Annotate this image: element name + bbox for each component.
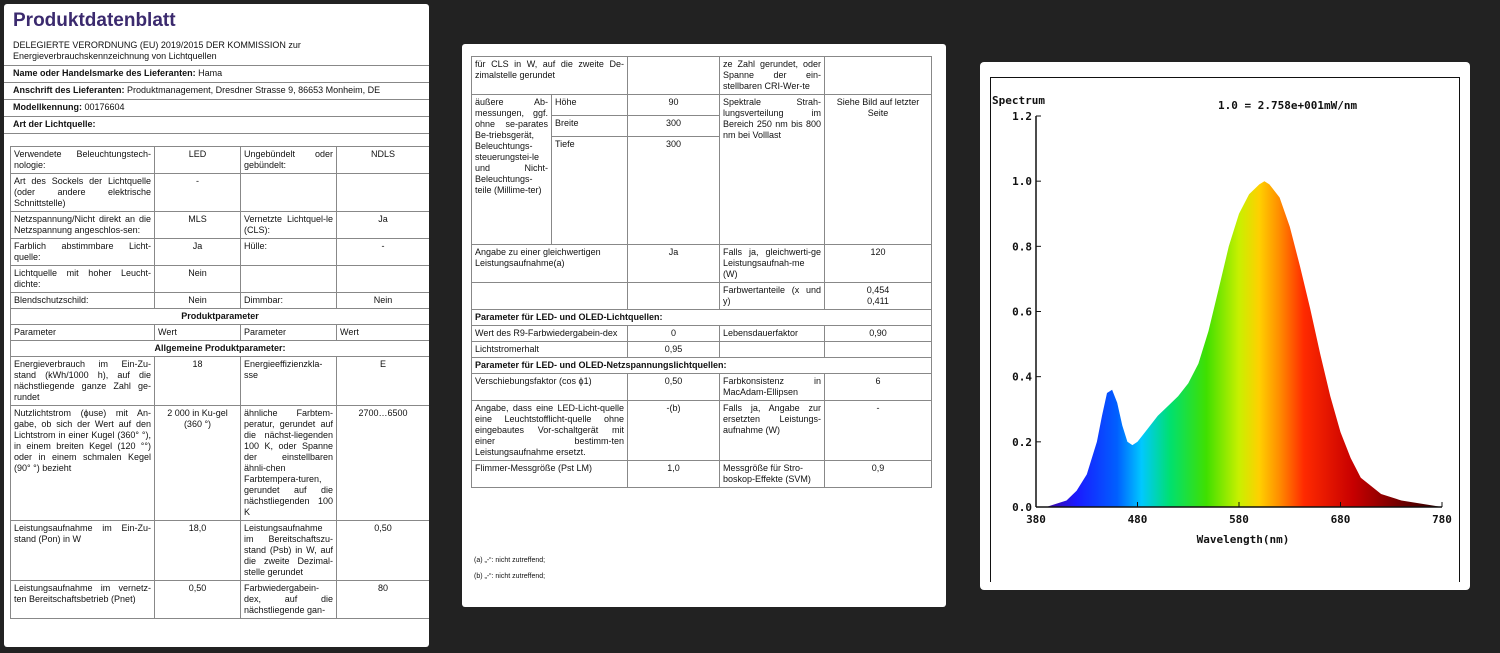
table-row [472, 283, 932, 310]
cell-empty [825, 57, 932, 95]
column-header-row [11, 325, 430, 341]
cell-label: Hülle: [241, 239, 337, 266]
cell-value: 6 [825, 374, 932, 401]
led-header: Parameter für LED- und OLED-Lichtquellen: [472, 310, 932, 326]
cell-empty [628, 283, 720, 310]
table-row [472, 245, 932, 283]
params-header: Produktparameter [11, 309, 430, 325]
cell-value: 0,50 [628, 374, 720, 401]
x-tick-label: 480 [1127, 513, 1148, 526]
datasheet-page-1 [4, 4, 429, 647]
table-row [11, 266, 430, 293]
supplier-label: Name oder Handelsmarke des Lieferanten: [13, 68, 196, 78]
spectral-value: Siehe Bild auf letzter Seite [825, 95, 932, 245]
table-row [472, 374, 932, 401]
cell-label: Leistungsaufnahme im Ein-Zu-stand (Pon) in W [11, 521, 155, 581]
cell-value: 120 [825, 245, 932, 283]
light-type-label: Art der Lichtquelle: [13, 119, 96, 129]
cell-value: 18,0 [155, 521, 241, 581]
cell-value: Ja [337, 212, 430, 239]
table-row [11, 406, 430, 521]
cell-value: 0,50 [337, 521, 430, 581]
table-row [472, 326, 932, 342]
cell-value: - [825, 401, 932, 461]
cell-label: Wert des R9-Farbwiedergabein-dex [472, 326, 628, 342]
cell-value: MLS [155, 212, 241, 239]
col-param: Parameter [11, 325, 155, 341]
table-row [11, 174, 430, 212]
cell-label: Lebensdauerfaktor [720, 326, 825, 342]
y-tick-label: 0.6 [1012, 305, 1032, 319]
cell-label: Lichtstromerhalt [472, 342, 628, 358]
cell-empty [472, 283, 628, 310]
dimensions-label: äußere Ab-messungen, ggf. ohne se-parates Be-triebsgerät, Beleuchtungs-steuerungstei-le und Nicht-Beleuchtungs-teile (Millime-ter) [472, 95, 552, 245]
cell-empty [825, 342, 932, 358]
cell-label: Nutzlichtstrom (ϕuse) mit An-gabe, ob sich der Wert auf den Lichtstrom in einer Kugel (360° °), in einem breiten Kegel (120 °°) oder in einem schmalen Kegel (90° °) bezieht [11, 406, 155, 521]
cell-label: ähnliche Farbtem-peratur, gerundet auf die nächst-liegenden 100 K, oder Spanne der einstellbaren ähnli-chen Farbtempera-turen, gerundet auf die nächstliegenden 100 K [241, 406, 337, 521]
cell-label: Energieverbrauch im Ein-Zu-stand (kWh/1000 h), auf die nächstliegende ganze Zahl ge-rundet [11, 357, 155, 406]
table-row [11, 147, 430, 174]
cell-value: E [337, 357, 430, 406]
model-label: Modellkennung: [13, 102, 82, 112]
cell-value: 80 [337, 581, 430, 619]
dim-name: Tiefe [552, 137, 628, 245]
col-value: Wert [155, 325, 241, 341]
cell-label: Angabe zu einer gleichwertigen Leistungsaufnahme(a) [472, 245, 628, 283]
table-row [11, 239, 430, 266]
section-header-row [472, 310, 932, 326]
y-tick-label: 0.4 [1012, 370, 1032, 384]
mains-header: Parameter für LED- und OLED-Netzspannungslichtquellen: [472, 358, 932, 374]
chart-frame [990, 77, 1460, 582]
cell-label: Vernetzte Lichtquel-le (CLS): [241, 212, 337, 239]
cell-label: Leistungsaufnahme im vernetz-ten Bereitschaftsbetrieb (Pnet) [11, 581, 155, 619]
dim-name: Höhe [552, 95, 628, 116]
y-tick-label: 1.0 [1012, 175, 1032, 189]
cell-label: Farbwiedergabein-dex, auf die nächstliegende gan- [241, 581, 337, 619]
cell-value: Nein [155, 266, 241, 293]
table-row [11, 521, 430, 581]
y-tick-label: 0.8 [1012, 240, 1032, 254]
table-row [472, 401, 932, 461]
light-type-row [4, 117, 429, 134]
x-tick-label: 580 [1229, 513, 1249, 526]
cell-value [337, 174, 430, 212]
y-tick-label: 0.2 [1012, 435, 1032, 449]
footnote-b: (b) „-“: nicht zutreffend; [474, 573, 546, 580]
regulation-text: DELEGIERTE VERORDNUNG (EU) 2019/2015 DER KOMMISSION zur Energieverbrauchskennzeichnung von Lichtquellen [4, 36, 429, 66]
x-tick-label: 780 [1432, 513, 1452, 526]
dim-value: 90 [628, 95, 720, 116]
section-header-row [472, 358, 932, 374]
cell-empty [628, 57, 720, 95]
cell-label: Dimmbar: [241, 293, 337, 309]
dimensions-row [472, 95, 932, 116]
cell-label: Angabe, dass eine LED-Licht-quelle eine Leuchtstofflicht-quelle ohne eingebautes Vor-schaltgerät mit einer bestimm-ten Leistungsaufnahme ersetzt. [472, 401, 628, 461]
col-param: Parameter [241, 325, 337, 341]
x-axis-label: Wavelength(nm) [1196, 533, 1290, 546]
table-row [11, 212, 430, 239]
cell-label: Messgröße für Stro-boskop-Effekte (SVM) [720, 461, 825, 488]
cell-label: für CLS in W, auf die zweite De-zimalstelle gerundet [472, 57, 628, 95]
chart-title: Spectrum [992, 94, 1045, 107]
general-header: Allgemeine Produktparameter: [11, 341, 430, 357]
cell-value: Ja [155, 239, 241, 266]
y-tick-label: 1.2 [1012, 110, 1032, 123]
table-row [472, 342, 932, 358]
supplier-row [4, 66, 429, 83]
table-row [11, 357, 430, 406]
section-header-row [11, 341, 430, 357]
cell-value: NDLS [337, 147, 430, 174]
spectrum-chart-panel [980, 62, 1470, 590]
cell-value [337, 266, 430, 293]
table-row [11, 293, 430, 309]
table-row [472, 461, 932, 488]
address-row [4, 83, 429, 100]
spectral-label: Spektrale Strah-lungsverteilung im Bereich 250 nm bis 800 nm bei Volllast [720, 95, 825, 245]
cell-value: Ja [628, 245, 720, 283]
cell-value: 18 [155, 357, 241, 406]
y-tick-label: 0.0 [1012, 501, 1032, 514]
chroma-y: 0,411 [867, 296, 889, 306]
cell-label: ze Zahl gerundet, oder Spanne der ein-stellbaren CRI-Wer-te [720, 57, 825, 95]
model-row [4, 100, 429, 117]
supplier-value: Hama [198, 68, 223, 78]
cell-label: Verwendete Beleuchtungstech-nologie: [11, 147, 155, 174]
cell-label: Farbwertanteile (x und y) [720, 283, 825, 310]
x-tick-label: 680 [1330, 513, 1351, 526]
model-value: 00176604 [84, 102, 125, 112]
cell-label: Leistungsaufnahme im Bereitschaftszu-stand (Psb) in W, auf die zweite Dezimal-stelle gerundet [241, 521, 337, 581]
cell-value: 0,50 [155, 581, 241, 619]
cell-label: Falls ja, gleichwerti-ge Leistungsaufnah-me (W) [720, 245, 825, 283]
cell-value: - [337, 239, 430, 266]
cell-value: -(b) [628, 401, 720, 461]
cell-value: - [155, 174, 241, 212]
cell-label: Art des Sockels der Lichtquelle (oder andere elektrische Schnittstelle) [11, 174, 155, 212]
table-row [472, 57, 932, 95]
parameter-table [471, 56, 932, 488]
dim-value: 300 [628, 137, 720, 245]
cell-value: Nein [337, 293, 430, 309]
cell-value: 2 000 in Ku-gel (360 °) [155, 406, 241, 521]
cell-label: Verschiebungsfaktor (cos ϕ1) [472, 374, 628, 401]
cell-label: Flimmer-Messgröße (Pst LM) [472, 461, 628, 488]
cell-value: 0 [628, 326, 720, 342]
cell-value: Nein [155, 293, 241, 309]
chroma-x: 0,454 [866, 285, 890, 295]
section-header-row [11, 309, 430, 325]
cell-label: Blendschutzschild: [11, 293, 155, 309]
address-value: Produktmanagement, Dresdner Strasse 9, 86653 Monheim, DE [127, 85, 381, 95]
cell-value: 0,9 [825, 461, 932, 488]
col-value: Wert [337, 325, 430, 341]
dim-name: Breite [552, 116, 628, 137]
product-table [10, 146, 429, 619]
dim-value: 300 [628, 116, 720, 137]
cell-value [825, 283, 932, 310]
cell-label: Farbkonsistenz in MacAdam-Ellipsen [720, 374, 825, 401]
cell-value: 0,95 [628, 342, 720, 358]
cell-value: 0,90 [825, 326, 932, 342]
datasheet-page-2 [462, 44, 946, 607]
cell-label: Energieeffizienzkla-sse [241, 357, 337, 406]
cell-label: Falls ja, Angabe zur ersetzten Leistungs-aufnahme (W) [720, 401, 825, 461]
cell-label: Ungebündelt oder gebündelt: [241, 147, 337, 174]
address-label: Anschrift des Lieferanten: [13, 85, 125, 95]
chart-subtitle: 1.0 = 2.758e+001mW/nm [1218, 99, 1358, 112]
table-row [11, 581, 430, 619]
cell-empty [720, 342, 825, 358]
x-tick-label: 380 [1026, 513, 1046, 526]
cell-value: 2700…6500 [337, 406, 430, 521]
cell-label: Farblich abstimmbare Licht-quelle: [11, 239, 155, 266]
cell-label: Lichtquelle mit hoher Leucht-dichte: [11, 266, 155, 293]
cell-label: Netzspannung/Nicht direkt an die Netzspannung angeschlos-sen: [11, 212, 155, 239]
cell-label [241, 174, 337, 212]
footnote-a: (a) „-“: nicht zutreffend; [474, 557, 546, 564]
page-title: Produktdatenblatt [13, 10, 176, 31]
cell-value: LED [155, 147, 241, 174]
cell-label [241, 266, 337, 293]
cell-value: 1,0 [628, 461, 720, 488]
